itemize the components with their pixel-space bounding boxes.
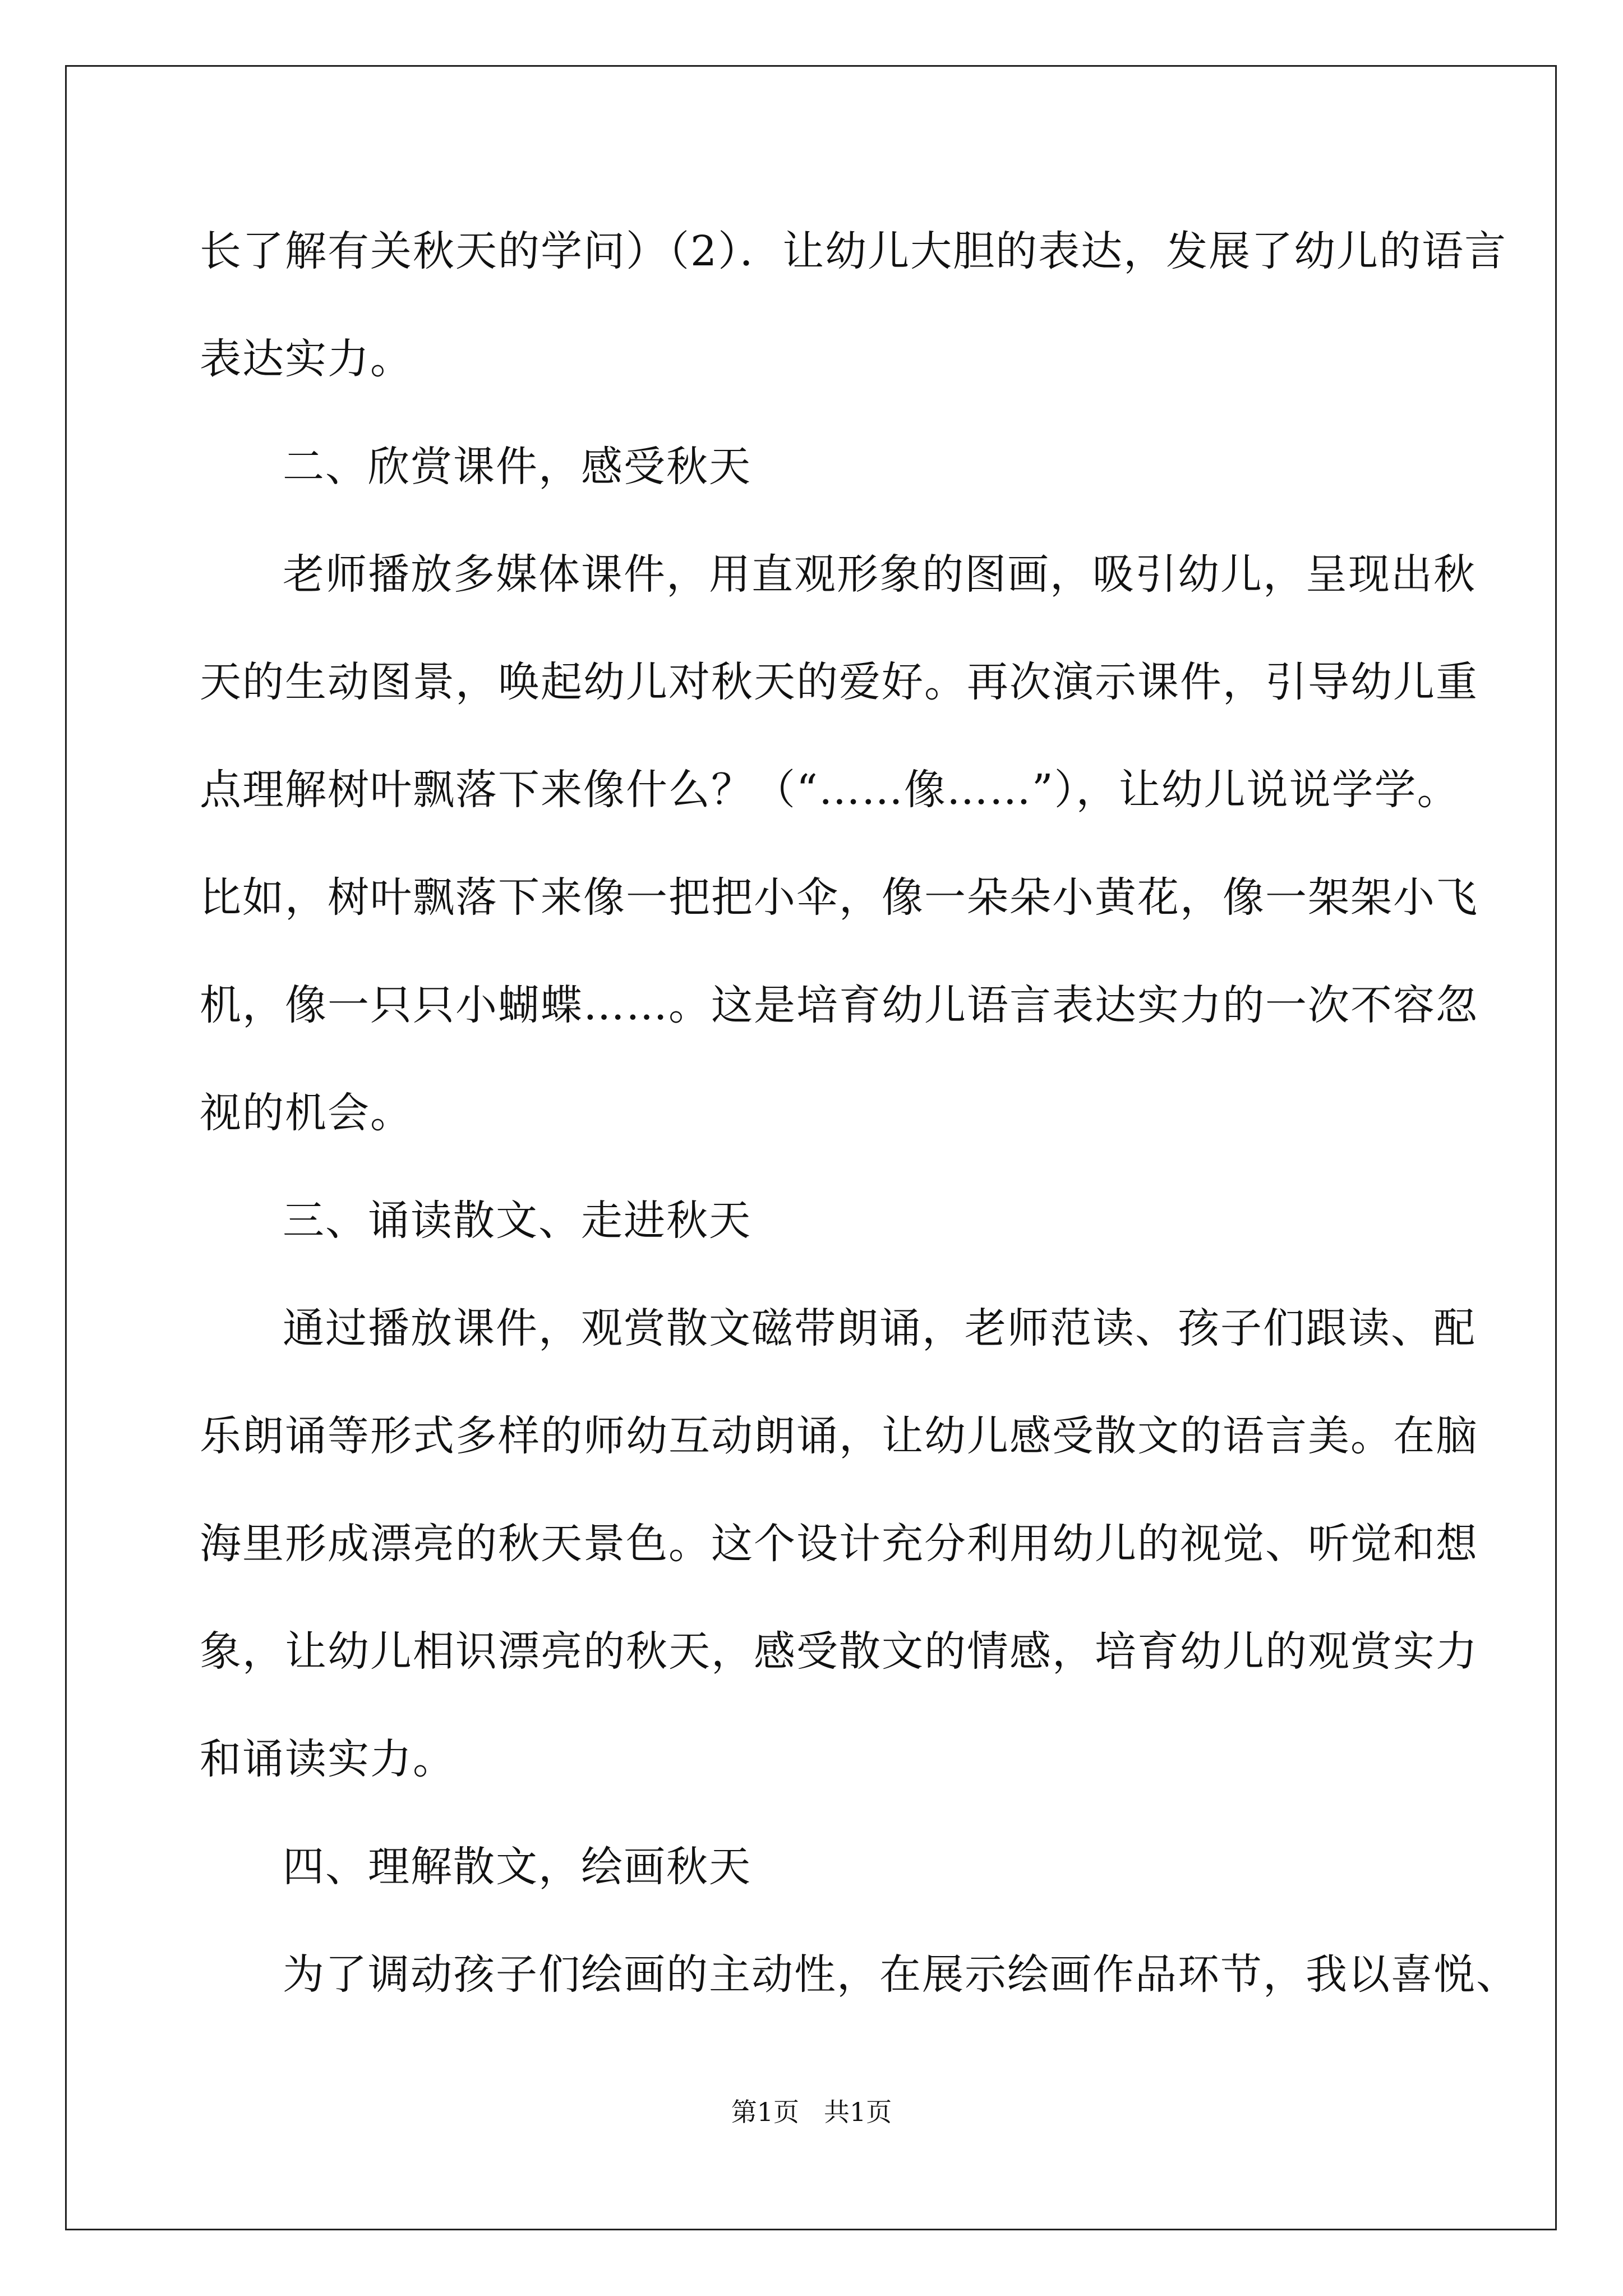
section-heading: 四、理解散文，绘画秋天 (283, 1843, 751, 1891)
section-heading: 三、诵读散文、走进秋天 (283, 1197, 751, 1245)
text-line: 和诵读实力。 (200, 1735, 455, 1783)
text-line: 机，像一只只小蝴蝶……。这是培育幼儿语言表达实力的一次不容忽 (200, 981, 1478, 1029)
text-line: 视的机会。 (200, 1089, 413, 1137)
text-line: 天的生动图景，唤起幼儿对秋天的爱好。再次演示课件，引导幼儿重 (200, 658, 1478, 706)
text-line: 表达实力。 (200, 335, 413, 383)
text-line: 比如，树叶飘落下来像一把把小伞，像一朵朵小黄花，像一架架小飞 (200, 873, 1478, 922)
page-total: 共1页 (824, 2097, 892, 2127)
text-line: 长了解有关秋天的学问）（2）．让幼儿大胆的表达，发展了幼儿的语言 (200, 227, 1507, 275)
page-number: 第1页 (731, 2097, 799, 2127)
text-line: 乐朗诵等形式多样的师幼互动朗诵，让幼儿感受散文的语言美。在脑 (200, 1412, 1478, 1460)
section-heading: 二、欣赏课件，感受秋天 (283, 443, 751, 491)
page-footer (0, 2095, 1623, 2129)
text-line: 为了调动孩子们绘画的主动性，在展示绘画作品环节，我以喜悦、 (283, 1950, 1519, 1999)
text-line: 老师播放多媒体课件，用直观形象的图画，吸引幼儿，呈现出秋 (283, 550, 1476, 599)
text-line: 象，让幼儿相识漂亮的秋天，感受散文的情感，培育幼儿的观赏实力 (200, 1627, 1478, 1676)
text-line: 海里形成漂亮的秋天景色。这个设计充分利用幼儿的视觉、听觉和想 (200, 1520, 1478, 1568)
text-line: 点理解树叶飘落下来像什么？（“……像……”），让幼儿说说学学。 (200, 766, 1460, 814)
text-line: 通过播放课件，观赏散文磁带朗诵，老师范读、孩子们跟读、配 (283, 1304, 1476, 1352)
